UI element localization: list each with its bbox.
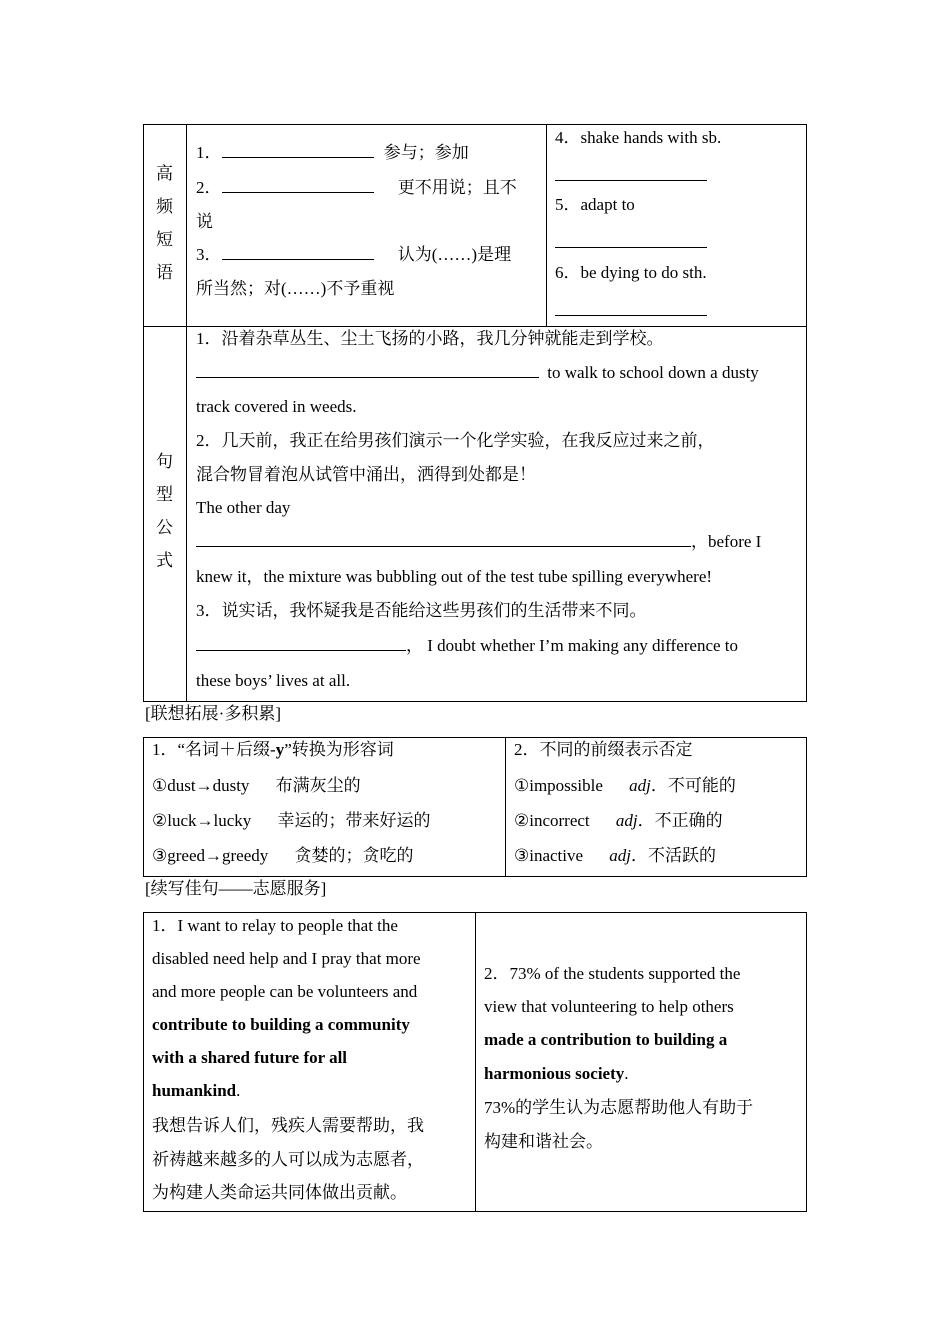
phrase-3 (196, 244, 511, 266)
sentence-2-en-start: The other day (196, 498, 291, 517)
writing-divider (475, 912, 476, 1212)
writing-left-cn: 祈祷越来越多的人可以成为志愿者， (152, 1150, 424, 1169)
writing-left-highlight-end (152, 1080, 240, 1102)
assoc-left-item-2 (152, 810, 431, 832)
vocab-row-label (143, 157, 186, 289)
answer-blank (196, 532, 691, 547)
sentence-1-en-cont: track covered in weeds. (196, 397, 357, 416)
phrase-3-cont: 所当然；对(……)不予重视 (196, 279, 395, 298)
item-word: ①dust→dusty (152, 776, 250, 795)
label-column-divider (186, 124, 187, 702)
sentence-text: ，before I (691, 532, 762, 551)
sentence-3-en-cont: these boys’ lives at all. (196, 671, 351, 690)
highlight-text: harmonious society (484, 1064, 625, 1083)
label-char: 型 (156, 485, 173, 504)
writing-right-cn: 构建和谐社会。 (484, 1132, 603, 1151)
phrase-6: 6．be dying to do sth. (555, 263, 707, 282)
phrase-number: 2． (196, 178, 222, 197)
period: . (624, 1064, 629, 1083)
phrase-meaning: 认为(……)是理 (397, 245, 512, 264)
writing-left-cn: 我想告诉人们，残疾人需要帮助，我 (152, 1116, 424, 1135)
item-word: ③greed→greedy (152, 846, 269, 865)
phrase-column-divider (546, 124, 547, 326)
section-title-association: [联想拓展·多积累] (145, 704, 281, 723)
answer-blank (555, 166, 707, 181)
sentence-3-cn: 3．说实话，我怀疑我是否能给这些男孩们的生活带来不同。 (196, 601, 647, 620)
sentence-2-cn-cont: 混合物冒着泡从试管中涌出，洒得到处都是！ (196, 465, 536, 484)
label-char: 短 (156, 230, 173, 249)
writing-left-highlight: with a shared future for all (152, 1048, 348, 1067)
label-char: 公 (156, 518, 173, 537)
writing-right-highlight-end (484, 1063, 629, 1085)
period: . (236, 1081, 241, 1100)
phrase-4: 4．shake hands with sb. (555, 128, 722, 147)
answer-blank (222, 178, 374, 193)
phrase-number: 3． (196, 245, 222, 264)
association-divider (505, 737, 506, 877)
item-word: ①impossible (514, 776, 603, 795)
assoc-right-item-3 (514, 845, 716, 867)
label-char: 频 (156, 197, 173, 216)
writing-left-line: disabled need help and I pray that more (152, 949, 421, 968)
sentence-text: to walk to school down a dusty (547, 363, 759, 382)
sentence-1-en (196, 362, 759, 384)
section-title-writing: [续写佳句——志愿服务] (145, 879, 327, 898)
sentence-2-en (196, 531, 761, 553)
phrase-meaning: 更不用说；且不 (397, 178, 517, 197)
phrase-1 (196, 142, 469, 164)
answer-blank (555, 301, 707, 316)
item-pos: adj (615, 811, 638, 830)
answer-blank (196, 636, 406, 651)
writing-right-line: view that volunteering to help others (484, 997, 734, 1016)
assoc-left-item-3 (152, 845, 414, 867)
item-meaning: ．不活跃的 (631, 846, 717, 865)
writing-right-highlight: made a contribution to building a (484, 1030, 728, 1049)
label-char: 句 (156, 452, 173, 471)
phrase-2-cont: 说 (196, 212, 213, 231)
assoc-left-heading (152, 739, 394, 761)
sentence-row-label (143, 445, 186, 577)
phrase-2 (196, 177, 517, 199)
heading-text: ”转换为形容词 (284, 740, 394, 759)
item-meaning: ．不可能的 (650, 776, 736, 795)
writing-right-line: 2．73% of the students supported the (484, 964, 741, 983)
answer-blank (555, 233, 707, 248)
row-divider (143, 326, 807, 327)
writing-left-cn: 为构建人类命运共同体做出贡献。 (152, 1183, 407, 1202)
item-meaning: 幸运的；带来好运的 (277, 811, 431, 830)
item-pos: adj (629, 776, 651, 795)
writing-left-highlight: contribute to building a community (152, 1015, 410, 1034)
phrase-5: 5．adapt to (555, 195, 635, 214)
answer-blank (196, 363, 539, 378)
assoc-right-item-2 (514, 810, 723, 832)
sentence-text: ， I doubt whether I’m making any difference to (406, 636, 739, 655)
assoc-left-item-1 (152, 775, 361, 797)
sentence-3-en (196, 635, 738, 657)
item-meaning: ．不正确的 (637, 811, 723, 830)
item-meaning: 布满灰尘的 (275, 776, 361, 795)
label-char: 高 (156, 164, 173, 183)
sentence-2-en-cont: knew it，the mixture was bubbling out of the test tube spilling everywhere! (196, 567, 713, 586)
item-word: ②incorrect (514, 811, 590, 830)
sentence-2-cn: 2．几天前，我正在给男孩们演示一个化学实验，在我反应过来之前， (196, 431, 715, 450)
assoc-right-item-1 (514, 775, 736, 797)
item-word: ③inactive (514, 846, 584, 865)
writing-left-line: and more people can be volunteers and (152, 982, 418, 1001)
phrase-number: 1． (196, 143, 222, 162)
answer-blank (222, 143, 374, 158)
phrase-meaning: 参与；参加 (383, 143, 469, 162)
item-word: ②luck→lucky (152, 811, 252, 830)
answer-blank (222, 245, 374, 260)
writing-left-line: 1．I want to relay to people that the (152, 916, 398, 935)
item-pos: adj (609, 846, 632, 865)
heading-suffix: y (275, 740, 285, 759)
sentence-1-cn: 1．沿着杂草丛生、尘土飞扬的小路，我几分钟就能走到学校。 (196, 329, 664, 348)
heading-text: 1．“名词＋后缀- (152, 740, 276, 759)
writing-right-cn: 73%的学生认为志愿帮助他人有助于 (484, 1098, 754, 1117)
label-char: 语 (156, 263, 173, 282)
highlight-text: humankind (152, 1081, 237, 1100)
assoc-right-heading: 2．不同的前缀表示否定 (514, 740, 693, 759)
label-char: 式 (156, 551, 173, 570)
item-meaning: 贪婪的；贪吃的 (294, 846, 414, 865)
